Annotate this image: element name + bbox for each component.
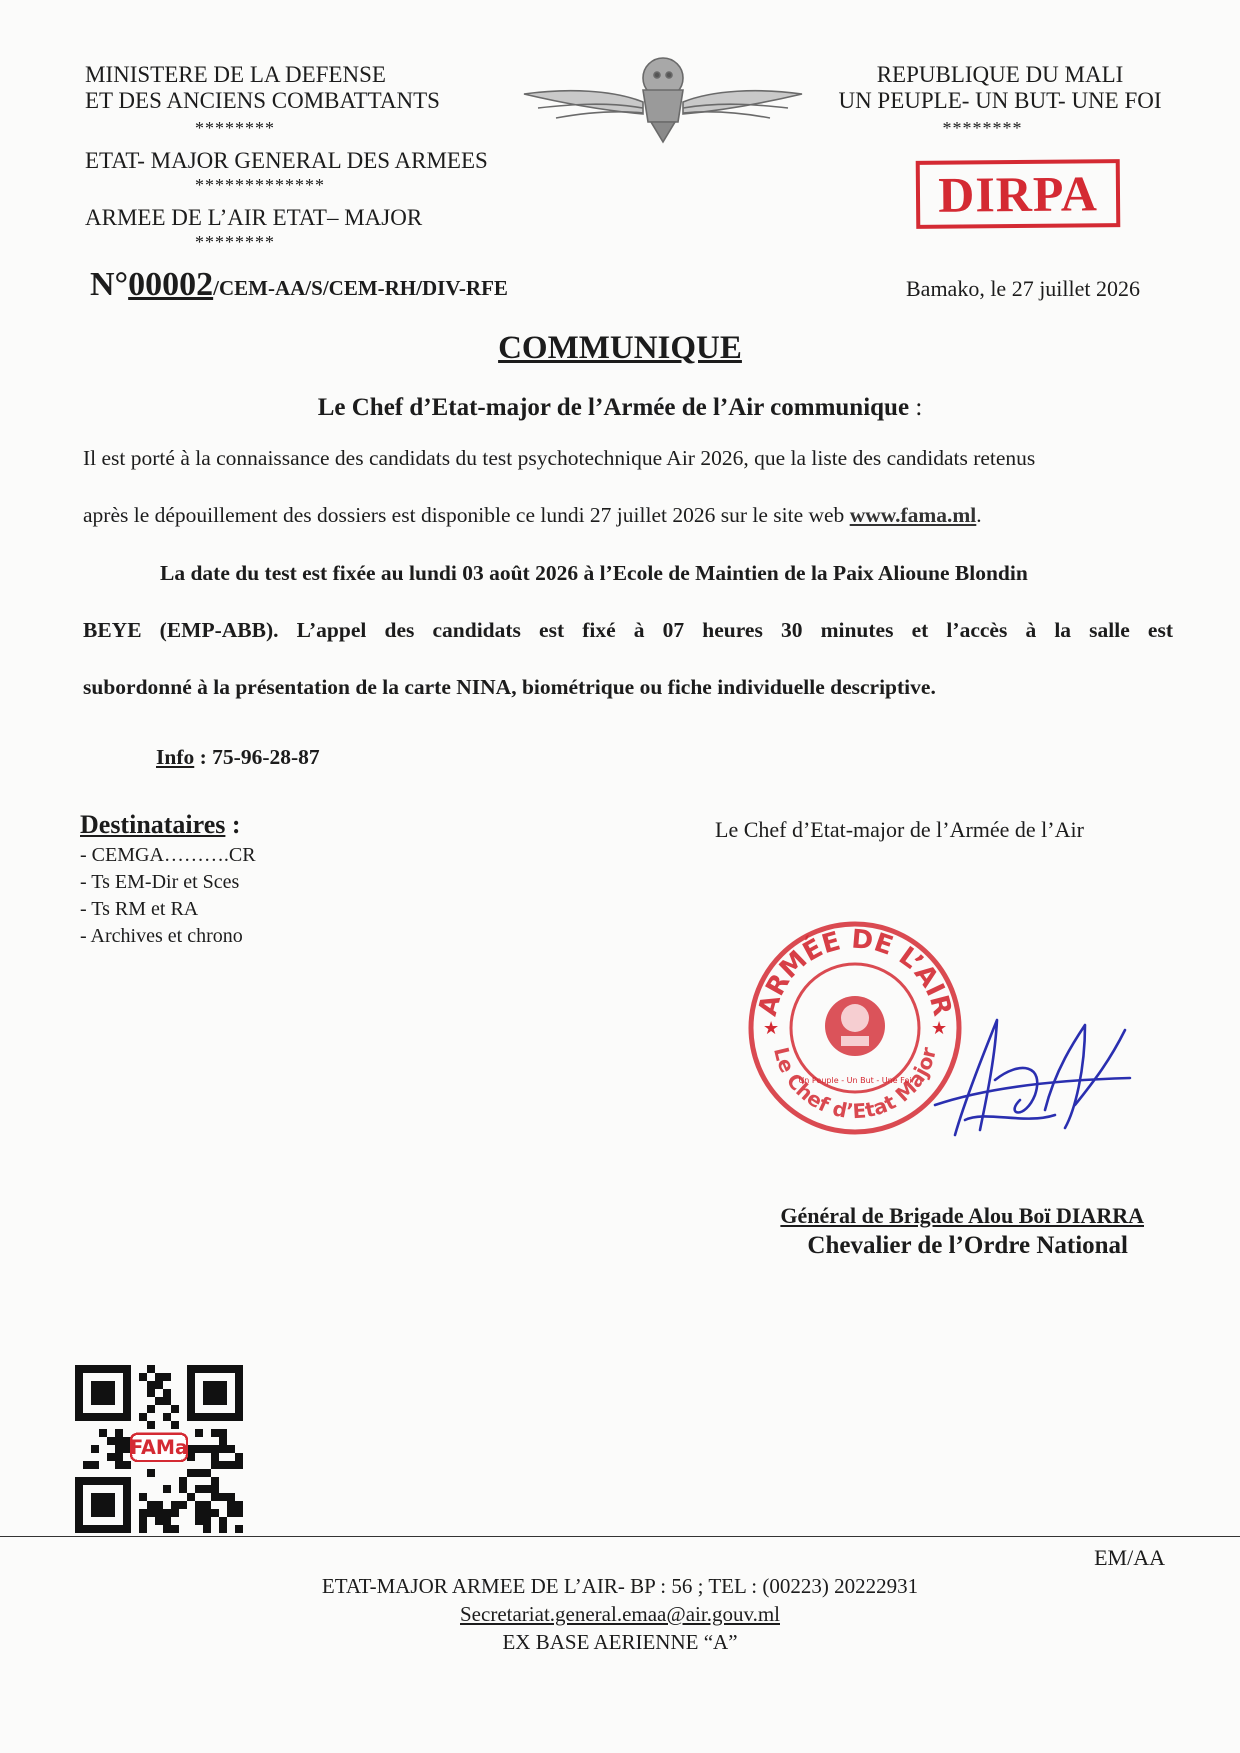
list-item: - Ts RM et RA [80,898,199,920]
paragraph-2-line-3: subordonné à la présentation de la carte NINA, biométrique ou fiche individuelle descriptive. [83,675,936,699]
svg-text:★: ★ [763,1018,780,1039]
website-link[interactable]: www.fama.ml [849,503,977,527]
footer-base: EX BASE AERIENNE “A” [502,1630,738,1654]
republic-line: REPUBLIQUE DU MALI [876,62,1124,87]
recipients-list [80,842,256,950]
info-contact [156,742,320,772]
seal-bottom-text: Le Chef d’Etat Major [768,1044,941,1124]
qr-code [75,1365,243,1533]
document-title: COMMUNIQUE [498,330,742,366]
paragraph-1-line-2 [83,500,1173,530]
general-staff-line: ETAT- MAJOR GENERAL DES ARMEES [85,148,488,173]
list-item: - CEMGA……….CR [80,844,256,866]
reference-suffix: /CEM-AA/S/CEM-RH/DIV-RFE [213,276,508,300]
paragraph-1-end: . [976,503,982,527]
air-force-wings-emblem [518,50,808,150]
info-phone: 75-96-28-87 [212,745,320,769]
paragraph-1-line-1: Il est porté à la connaissance des candidats du test psychotechnique Air 2026, que la liste des candidats retenus [83,446,1036,470]
seal-inner-text: Un Peuple - Un But - Une Foi [798,1076,912,1085]
dirpa-stamp [916,159,1121,229]
subtitle-colon: : [915,394,923,421]
subtitle-text: Le Chef d’Etat-major de l’Armée de l’Air communique [317,394,910,421]
footer-address: ETAT-MAJOR ARMEE DE L’AIR- BP : 56 ; TEL : (00223) 20222931 [321,1574,919,1598]
header-republic [820,62,1180,114]
separator-stars: ******** [195,118,275,138]
footer-divider [0,1536,1240,1537]
separator-stars: ******** [195,232,275,252]
recipients-heading-text: Destinataires [80,810,226,839]
air-force-line: ARMEE DE L’AIR ETAT– MAJOR [85,205,423,230]
seal-lion-emblem [825,996,885,1056]
paragraph-2-line-2: BEYE (EMP-ABB). L’appel des candidats est fixé à 07 heures 30 minutes et l’accès à la salle est [83,618,1173,642]
footer-email[interactable]: Secretariat.general.emaa@air.gouv.ml [460,1602,780,1626]
separator-stars: ******** [942,118,1023,138]
ministry-line1: MINISTERE DE LA DEFENSE [85,62,386,87]
qr-center-label: FAMa [130,1435,188,1459]
motto-line: UN PEUPLE- UN BUT- UNE FOI [838,88,1162,113]
recipients-heading [80,810,241,840]
reference-number [90,266,508,304]
info-label: Info [156,745,195,769]
svg-text:★: ★ [931,1018,948,1039]
signatory-honor: Chevalier de l’Ordre National [807,1232,1128,1259]
separator-stars: ************* [195,175,325,195]
reference-digits: 00002 [128,266,214,303]
ministry-line2: ET DES ANCIENS COMBATTANTS [85,88,440,113]
list-item: - Archives et chrono [80,925,243,947]
footer-code: EM/AA [1094,1545,1165,1570]
handwritten-signature [925,1010,1140,1145]
signatory-name: Général de Brigade Alou Boï DIARRA [780,1203,1144,1228]
subtitle [0,394,1240,422]
header-ministry [85,62,440,114]
reference-prefix: N° [90,266,129,303]
footer-email-wrap [0,1601,1240,1627]
seal-top-text: ARMÉE DE L’AIR [752,924,958,1019]
recipients-heading-colon: : [225,810,241,839]
signatory-title: Le Chef d’Etat-major de l’Armée de l’Air [715,817,1084,842]
list-item: - Ts EM-Dir et Sces [80,871,240,893]
info-separator: : [194,745,213,769]
paragraph-2-line-1: La date du test est fixée au lundi 03 août 2026 à l’Ecole de Maintien de la Paix Alioune Blondin [160,561,1028,585]
place-date: Bamako, le 27 juillet 2026 [906,276,1141,301]
paragraph-1-text: après le dépouillement des dossiers est disponible ce lundi 27 juillet 2026 sur le site web [83,503,850,527]
dirpa-stamp-text: DIRPA [937,165,1099,223]
